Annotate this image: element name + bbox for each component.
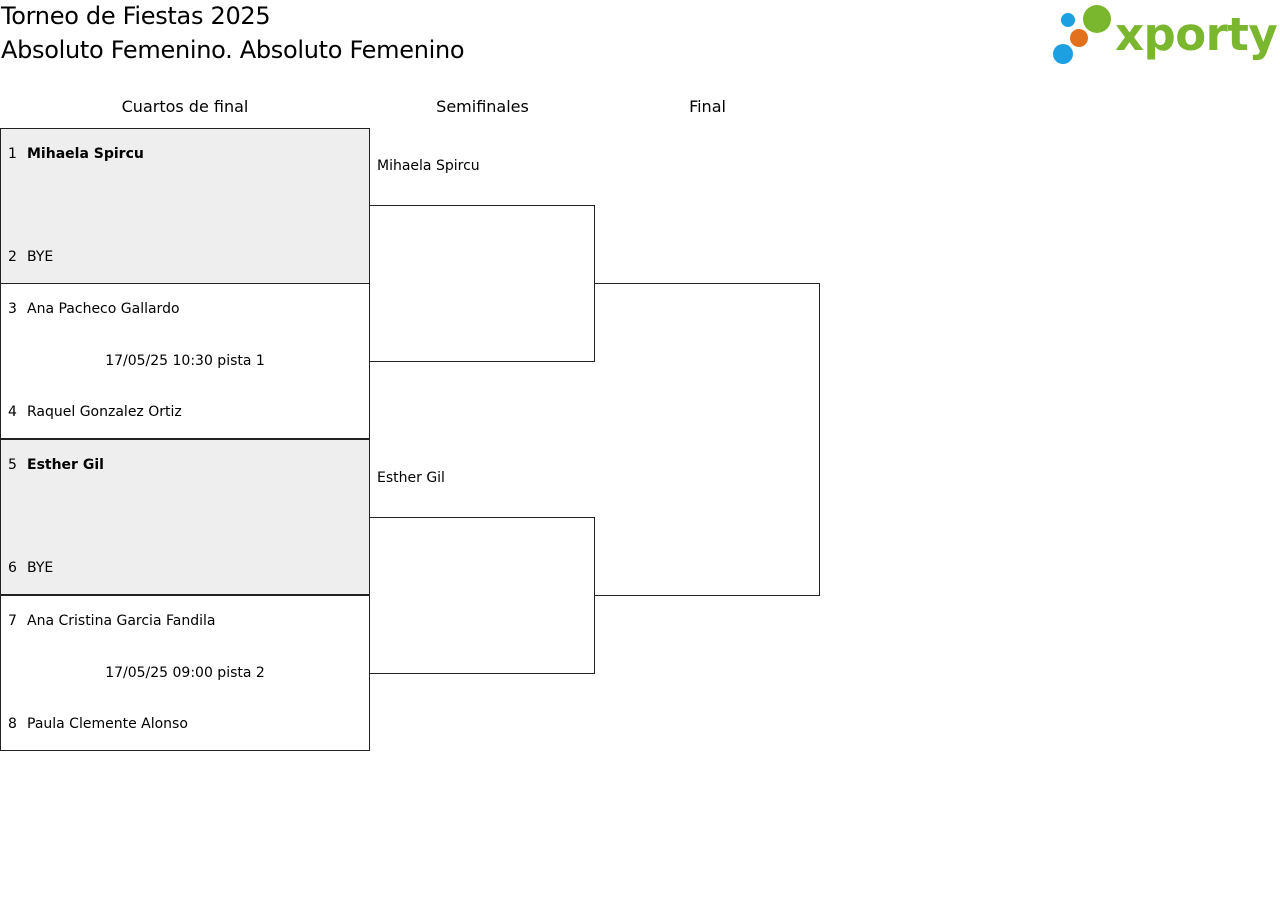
round-heading-quarterfinals: Cuartos de final <box>121 97 249 116</box>
player-slot[interactable] <box>8 144 144 164</box>
match-schedule: 17/05/25 09:00 pista 2 <box>105 665 265 681</box>
quarterfinal-match-1[interactable] <box>0 128 370 284</box>
player-name: BYE <box>27 249 54 265</box>
round-heading-semifinals: Semifinales <box>436 97 529 116</box>
logo-dots-icon <box>1050 4 1114 66</box>
player-name: Ana Pacheco Gallardo <box>27 301 180 317</box>
player-slot[interactable] <box>8 402 182 422</box>
quarterfinal-match-2[interactable] <box>0 283 370 439</box>
player-slot[interactable] <box>8 299 180 319</box>
semifinal-match-1[interactable] <box>370 205 595 362</box>
semifinal-player-name[interactable]: Esther Gil <box>377 470 445 486</box>
semifinal-match-2[interactable] <box>370 517 595 674</box>
seed-number: 1 <box>8 146 17 162</box>
player-slot[interactable] <box>8 247 53 267</box>
player-name: Raquel Gonzalez Ortiz <box>27 404 182 420</box>
player-slot[interactable] <box>8 714 188 734</box>
seed-number: 2 <box>8 249 17 265</box>
seed-number: 5 <box>8 457 17 473</box>
seed-number: 4 <box>8 404 17 420</box>
xporty-logo[interactable] <box>1050 4 1276 66</box>
player-name: Paula Clemente Alonso <box>27 716 188 732</box>
quarterfinal-match-3[interactable] <box>0 439 370 595</box>
tournament-title: Torneo de Fiestas 2025 <box>1 2 271 30</box>
seed-number: 7 <box>8 613 17 629</box>
final-match[interactable] <box>595 283 820 596</box>
player-name: Esther Gil <box>27 457 104 473</box>
player-name: Ana Cristina Garcia Fandila <box>27 613 216 629</box>
round-heading-final: Final <box>689 97 726 116</box>
player-slot[interactable] <box>8 558 53 578</box>
player-name: Mihaela Spircu <box>27 146 144 162</box>
player-slot[interactable] <box>8 611 215 631</box>
quarterfinal-match-4[interactable] <box>0 595 370 751</box>
category-title: Absoluto Femenino. Absoluto Femenino <box>1 36 465 64</box>
semifinal-player-name[interactable]: Mihaela Spircu <box>377 158 480 174</box>
match-schedule: 17/05/25 10:30 pista 1 <box>105 353 265 369</box>
player-slot[interactable] <box>8 455 104 475</box>
seed-number: 6 <box>8 560 17 576</box>
seed-number: 8 <box>8 716 17 732</box>
player-name: BYE <box>27 560 54 576</box>
logo-wordmark: xporty <box>1115 8 1278 61</box>
seed-number: 3 <box>8 301 17 317</box>
